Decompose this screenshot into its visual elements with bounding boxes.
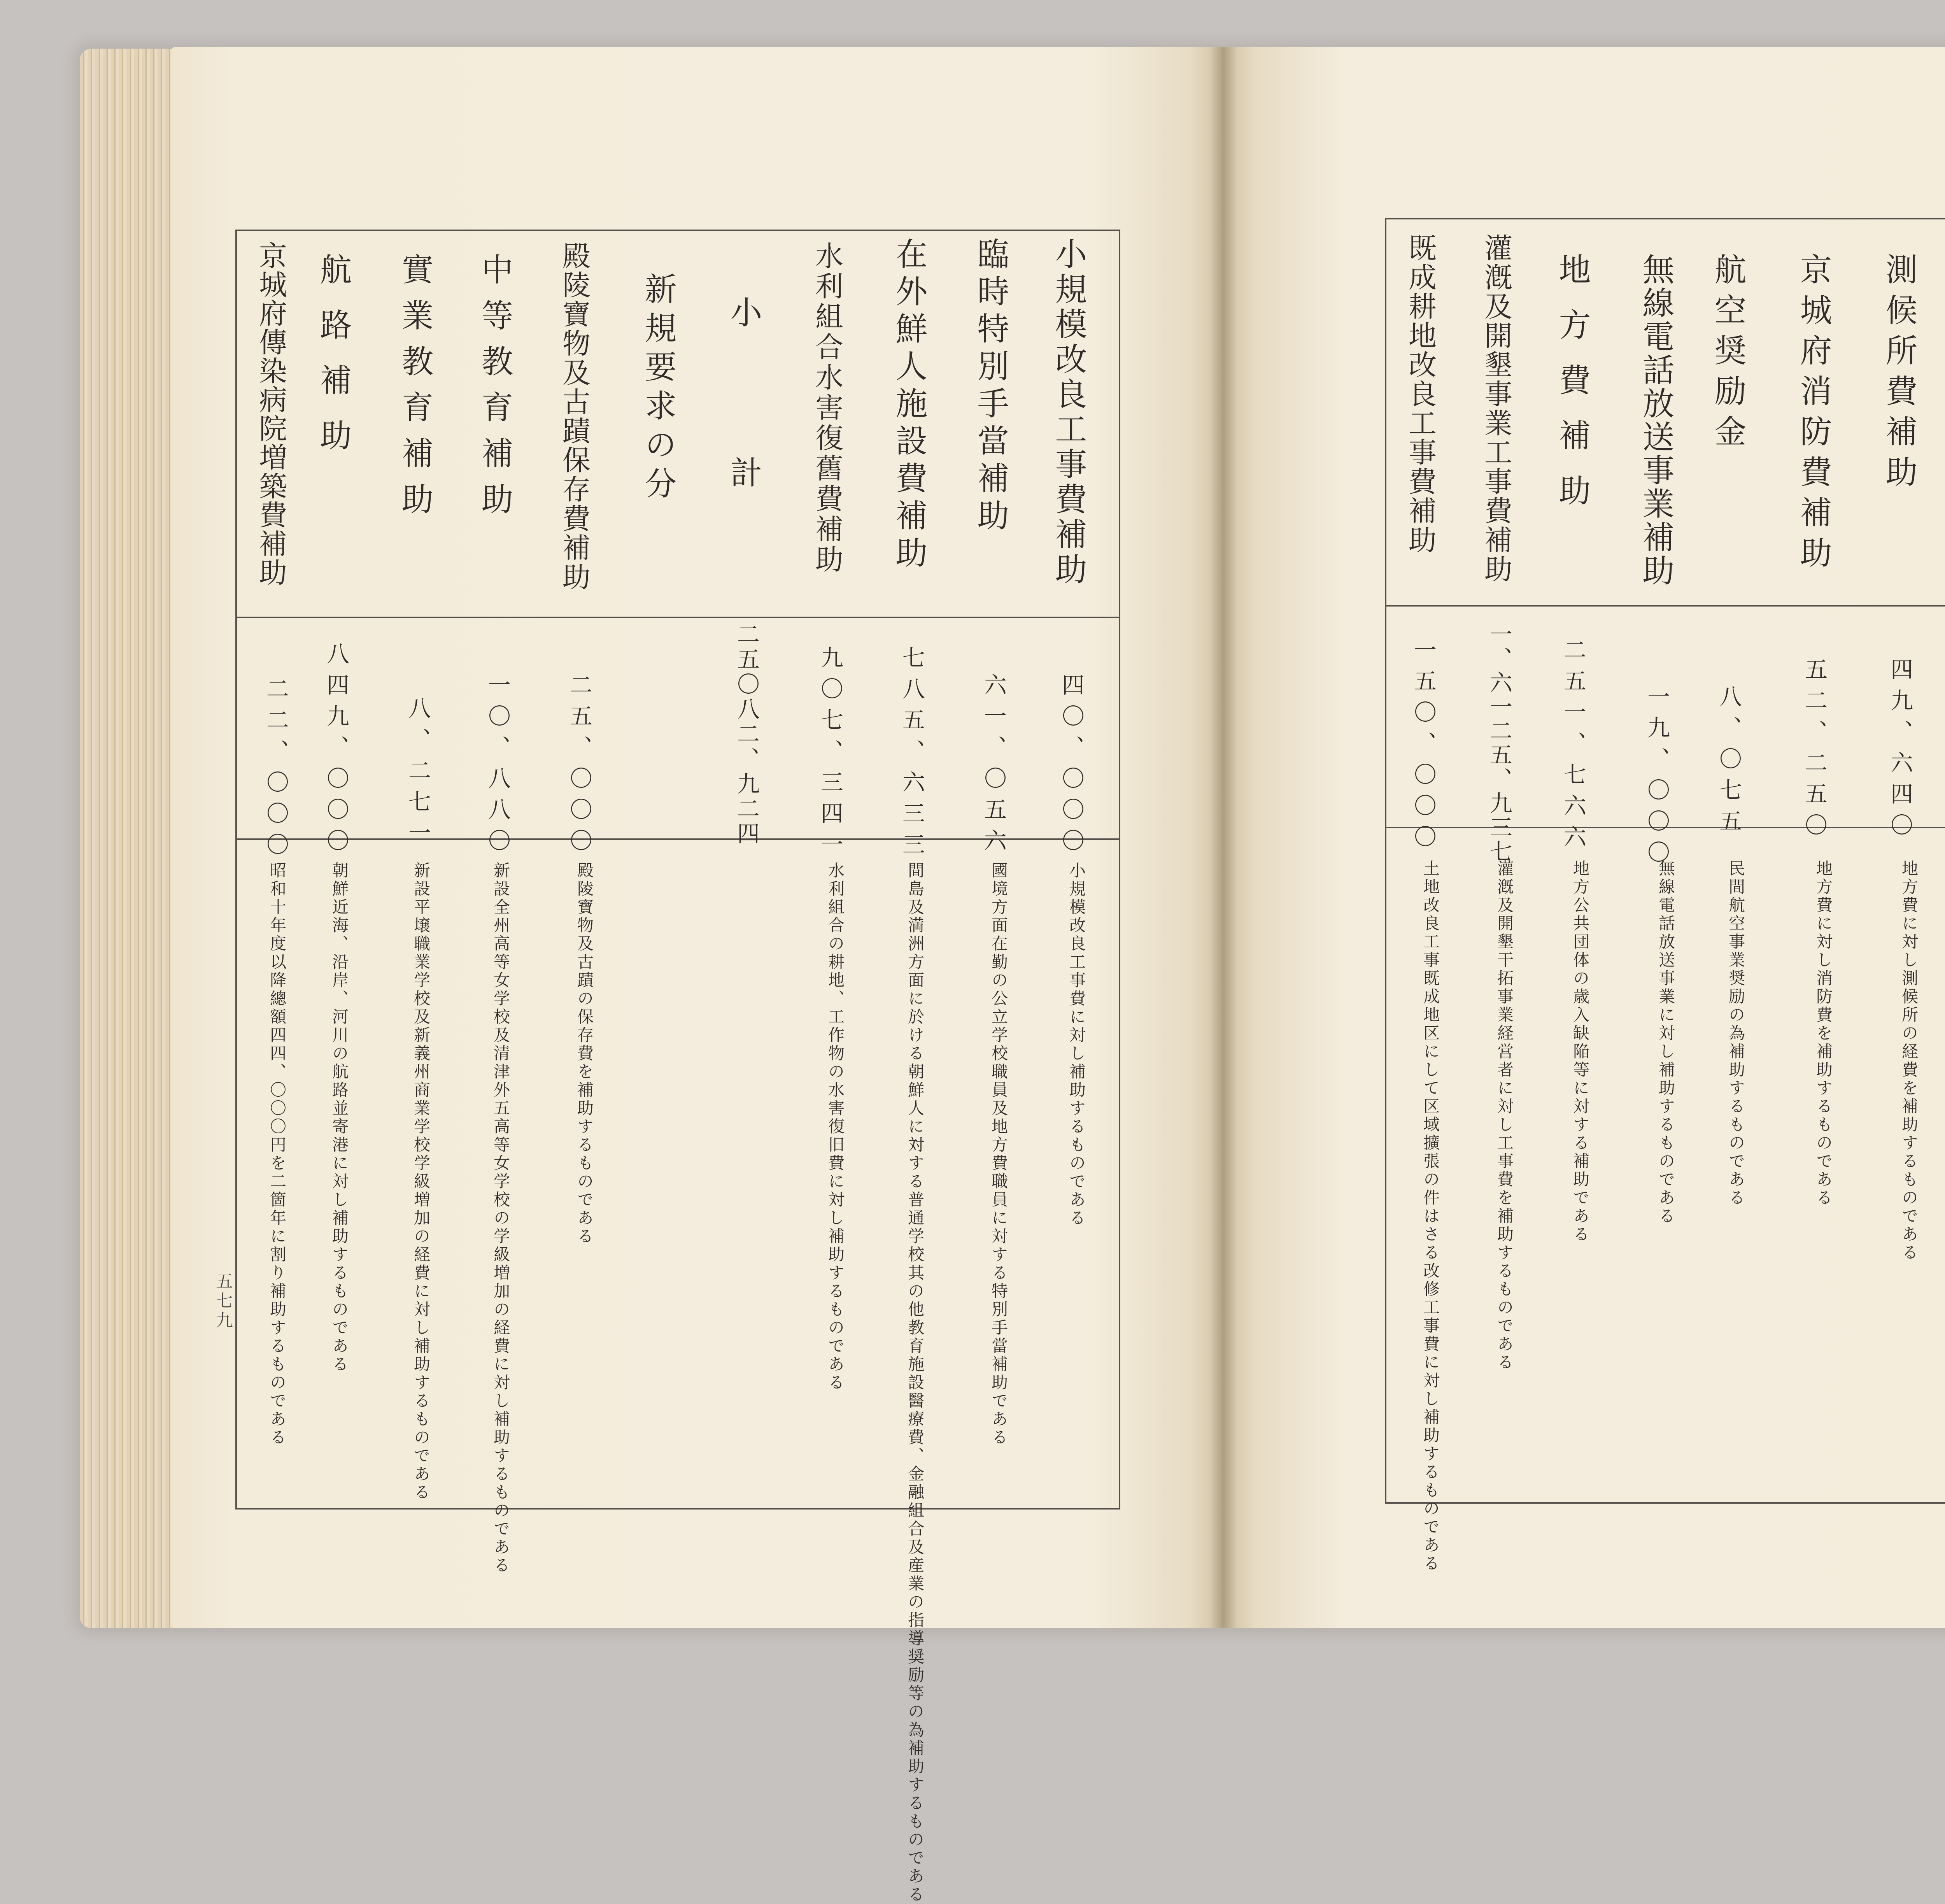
left-row-3-item: 在外鮮人施設費補助 — [890, 237, 927, 573]
left-row-1-remark: 小規模改良工事費に対し補助するものである — [1067, 862, 1086, 1227]
left-row-3-amount: 七八五、六三三 — [899, 646, 925, 864]
right-row-7-amount: 一九、〇〇〇 — [1644, 685, 1670, 871]
left-row-7-remark: 殿陵寶物及古蹟の保存費を補助するものである — [575, 862, 594, 1246]
right-row-5-item: 京城府消防費補助 — [1795, 253, 1832, 577]
left-row-10-amount: 八四九、〇〇〇 — [323, 642, 349, 860]
right-row-4-amount: 四九、六四〇 — [1887, 657, 1913, 844]
left-row-3-remark: 間島及満洲方面に於ける朝鮮人に対する普通学校其の他教育施設醫療費、金融組合及産業の指導奨励等の為補助するものである — [906, 862, 925, 1904]
left-row-11-amount: 二二、〇〇〇 — [263, 677, 289, 864]
left-row-2-amount: 六一、〇五六 — [980, 673, 1007, 860]
right-row-9-amount: 一、六一二五、九三七 — [1486, 622, 1512, 864]
right-row-7-item: 無線電話放送事業補助 — [1637, 253, 1674, 587]
right-row-5-amount: 五二、二五〇 — [1801, 657, 1828, 844]
right-row-4-item: 測候所費補助 — [1880, 253, 1917, 496]
left-row-10-item: 航路補助 — [315, 253, 352, 474]
right-row-8-amount: 二五一、七六六 — [1560, 638, 1586, 856]
left-row-2-remark: 國境方面在勤の公立学校職員及地方費職員に対する特別手當補助である — [989, 862, 1009, 1447]
left-row-1-amount: 四〇、〇〇〇 — [1058, 673, 1085, 860]
left-row-5-amount: 二五〇八二、九二四 — [733, 622, 760, 847]
right-row-6-amount: 八、〇七五 — [1715, 685, 1742, 840]
right-row-4-remark: 地方費に対し測候所の経費を補助するものである — [1899, 860, 1919, 1262]
right-row-6-item: 航空奨励金 — [1709, 253, 1746, 455]
left-row-4-item: 水利組合水害復舊費補助 — [811, 241, 843, 575]
left-row-8-item: 中等教育補助 — [476, 253, 513, 528]
left-row-9-remark: 新設平壌職業学校及新義州商業学校学級増加の経費に対し補助するものである — [412, 862, 431, 1502]
left-row-6-item: 新規要求の分 — [640, 272, 676, 506]
left-row-5-item: 小計 — [725, 296, 762, 616]
left-row-1-item: 小規模改良工事費補助 — [1050, 237, 1087, 587]
left-row-7-amount: 二五、〇〇〇 — [566, 673, 592, 860]
left-row-11-remark: 昭和十年度以降總額四四、〇〇〇円を二箇年に割り補助するものである — [268, 862, 287, 1447]
left-row-4-amount: 九〇七、三四一 — [817, 646, 843, 864]
right-row-5-remark: 地方費に対し消防費を補助するものである — [1814, 860, 1833, 1207]
right-row-9-remark: 灌漑及開墾干拓事業経営者に対し工事費を補助するものである — [1495, 860, 1514, 1372]
right-row-10-remark: 土地改良工事既成地区にして区域擴張の件はさる改修工事費に対し補助するものである — [1421, 860, 1440, 1573]
left-row-4-remark: 水利組合の耕地、工作物の水害復旧費に対し補助するものである — [826, 862, 845, 1392]
left-row-2-item: 臨時特別手當補助 — [972, 237, 1009, 536]
right-row-6-remark: 民間航空事業奨励の為補助するものである — [1726, 860, 1746, 1207]
right-row-8-item: 地方費補助 — [1554, 253, 1591, 529]
right-row-7-remark: 無線電話放送事業に対し補助するものである — [1656, 860, 1676, 1226]
left-row-9-amount: 八、二七一 — [405, 696, 431, 852]
book-gutter — [1210, 47, 1237, 1628]
left-row-9-item: 實業教育補助 — [396, 253, 433, 528]
right-row-9-item: 灌漑及開墾事業工事費補助 — [1480, 233, 1512, 584]
right-item-amount-line — [1385, 605, 1945, 607]
left-row-8-remark: 新設全州高等女学校及清津外五高等女学校の学級増加の経費に対し補助するものである — [491, 862, 511, 1575]
left-row-10-remark: 朝鮮近海、沿岸、河川の航路並寄港に対し補助するものである — [330, 862, 349, 1374]
left-item-amount-line — [235, 617, 1120, 618]
page-edges-left — [80, 49, 181, 1628]
right-row-10-amount: 一五〇、〇〇〇 — [1410, 638, 1437, 856]
left-row-8-amount: 一〇、八八〇 — [484, 673, 511, 860]
right-row-8-remark: 地方公共団体の歳入缺陥等に対する補助である — [1571, 860, 1590, 1244]
left-page-number: 五七九 — [213, 1272, 233, 1331]
left-row-11-item: 京城府傳染病院増築費補助 — [254, 241, 287, 587]
right-row-10-item: 既成耕地改良工事費補助 — [1404, 233, 1437, 554]
left-row-7-item: 殿陵寶物及古蹟保存費補助 — [558, 241, 591, 591]
